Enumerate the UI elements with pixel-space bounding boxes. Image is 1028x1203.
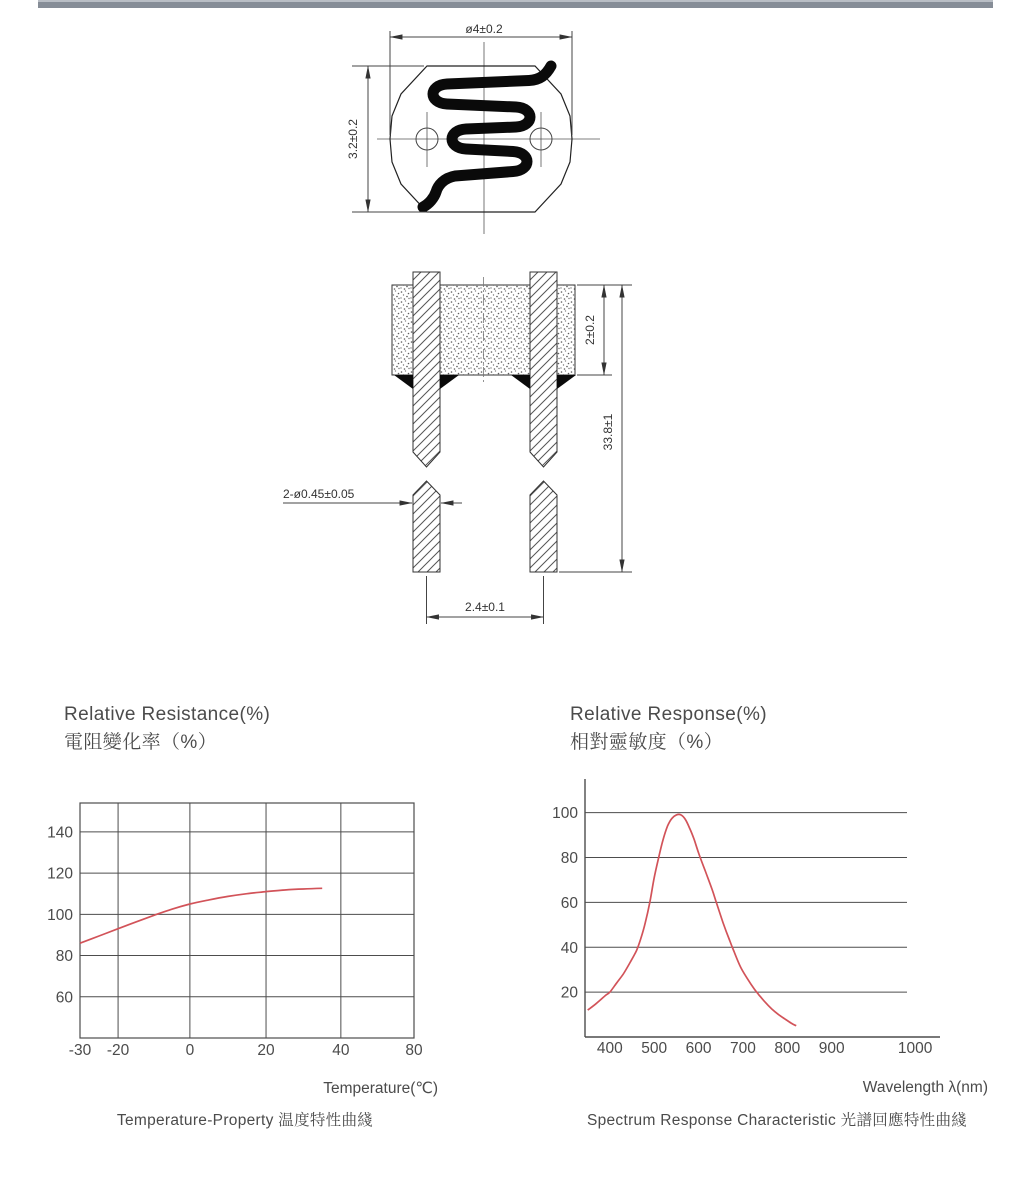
- total-length-dimension-label: 33.8±1: [601, 413, 615, 451]
- spectrum-chart-plot: [552, 770, 982, 1070]
- y-tick-label: 100: [552, 805, 578, 823]
- page-top-rule: [38, 0, 993, 8]
- x-tick-label: 1000: [897, 1040, 933, 1057]
- spectrum-chart-caption: Spectrum Response Characteristic 光譜回應特性曲綫: [586, 1112, 968, 1129]
- relative-resistance-curve: [80, 888, 322, 943]
- y-tick-label: 100: [47, 906, 73, 924]
- x-tick-label: 80: [405, 1042, 423, 1059]
- plot-border: [80, 803, 414, 1038]
- body-height-dimension-label: 2±0.2: [583, 315, 597, 345]
- spectrum-chart-title-en: Relative Response(%): [570, 704, 768, 725]
- temperature-chart-caption: Temperature-Property 温度特性曲綫: [116, 1112, 374, 1129]
- lead-spacing-dimension-label: 2.4±0.1: [465, 600, 505, 614]
- y-tick-label: 60: [560, 894, 578, 912]
- y-tick-label: 20: [560, 984, 578, 1002]
- temperature-axis-label: Temperature(℃): [323, 1080, 438, 1097]
- spectral-response-curve: [588, 814, 797, 1025]
- y-tick-label: 140: [47, 824, 73, 842]
- top-view: [346, 22, 600, 234]
- right-lead-upper: [530, 272, 557, 467]
- lead-diameter-dimension-label: 2-ø0.45±0.05: [283, 487, 355, 501]
- temperature-chart-title-zh: 電阻變化率（%）: [64, 732, 218, 753]
- temperature-chart-plot: [40, 795, 440, 1073]
- right-lead-lower: [530, 481, 557, 572]
- x-tick-label: 20: [257, 1042, 275, 1059]
- x-tick-label: 900: [818, 1040, 845, 1057]
- x-tick-label: 40: [332, 1042, 350, 1059]
- spectrum-chart-title: [570, 701, 767, 757]
- y-tick-label: 120: [47, 865, 73, 883]
- x-tick-label: 0: [185, 1042, 195, 1059]
- temperature-chart-title-en: Relative Resistance(%): [64, 704, 271, 725]
- x-tick-label: -20: [106, 1042, 130, 1059]
- mechanical-drawing: [0, 8, 1028, 660]
- dimension-lead-spacing: [427, 576, 544, 624]
- left-lead-lower: [413, 481, 440, 572]
- x-tick-label: 800: [774, 1040, 801, 1057]
- wavelength-axis-label: Wavelength λ(nm): [862, 1079, 988, 1096]
- y-tick-label: 80: [560, 850, 578, 868]
- left-lead-upper: [413, 272, 440, 467]
- x-tick-label: 400: [596, 1040, 623, 1057]
- temperature-chart-title: [64, 701, 270, 757]
- y-tick-label: 80: [55, 948, 73, 966]
- y-tick-label: 40: [560, 939, 578, 957]
- y-tick-label: 60: [55, 989, 73, 1007]
- side-view: [283, 272, 632, 624]
- serpentine-track: [423, 66, 551, 207]
- dimension-body-height: [577, 285, 632, 375]
- height-dimension-label: 3.2±0.2: [346, 119, 360, 159]
- x-tick-label: 600: [685, 1040, 712, 1057]
- x-tick-label: 700: [730, 1040, 756, 1057]
- x-tick-label: 500: [641, 1040, 668, 1057]
- x-tick-label: -30: [68, 1042, 92, 1059]
- diameter-dimension-label: ø4±0.2: [465, 22, 503, 36]
- spectrum-chart-title-zh: 相對靈敏度（%）: [570, 732, 724, 753]
